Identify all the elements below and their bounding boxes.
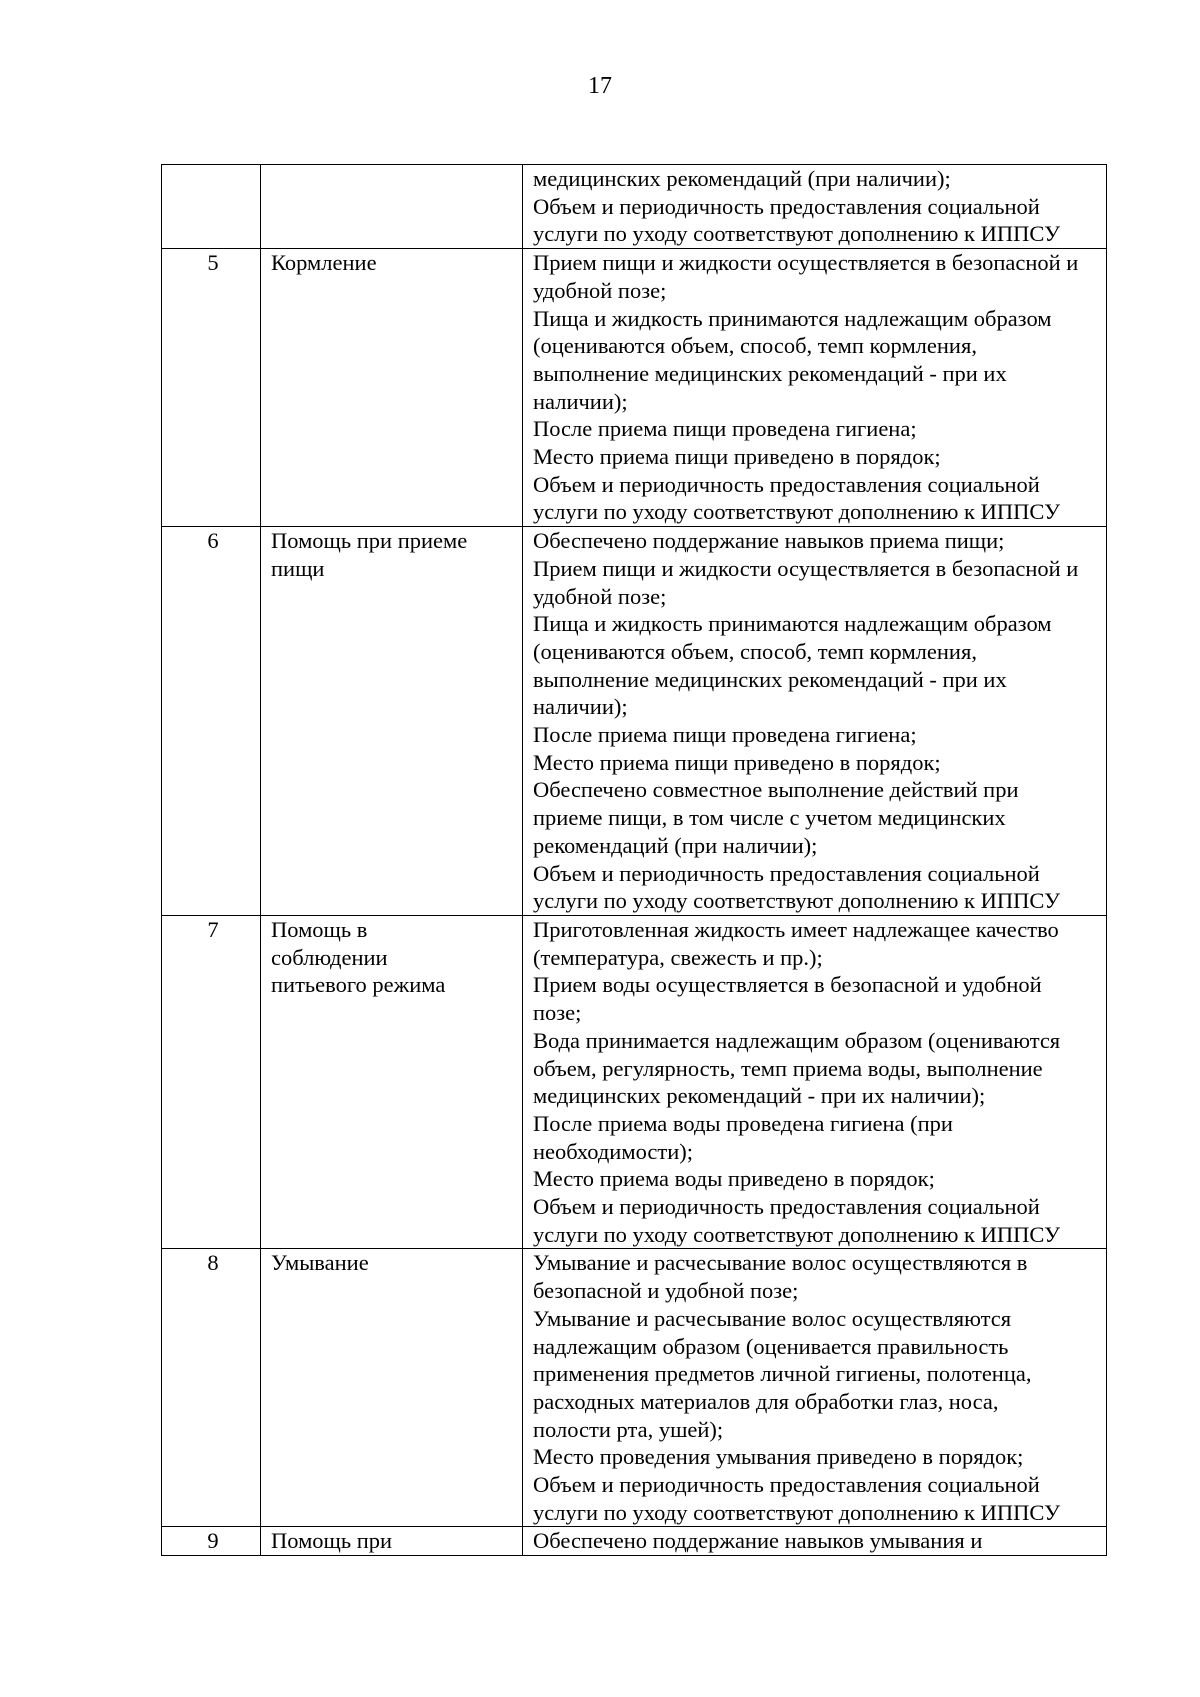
criteria-line: После приема воды проведена гигиена (при bbox=[533, 1110, 953, 1136]
row-number: 6 bbox=[207, 528, 219, 554]
row-number: 5 bbox=[207, 250, 219, 276]
criteria-line: выполнение медицинских рекомендаций - при их bbox=[533, 360, 1007, 386]
criteria-line: Обеспечено поддержание навыков умывания и bbox=[533, 1528, 983, 1554]
service-name-cell bbox=[261, 915, 523, 1248]
criteria-line: рекомендаций (при наличии); bbox=[533, 832, 818, 858]
services-table bbox=[161, 164, 1107, 1556]
criteria-line: применения предметов личной гигиены, полотенца, bbox=[533, 1361, 1032, 1387]
table-row bbox=[162, 165, 1107, 249]
table-row bbox=[162, 915, 1107, 1248]
criteria-line: Место проведения умывания приведено в порядок; bbox=[533, 1444, 1024, 1470]
service-name-line: питьевого режима bbox=[271, 972, 446, 998]
criteria-line: объем, регулярность, темп приема воды, выполнение bbox=[533, 1055, 1043, 1081]
criteria-line: Объем и периодичность предоставления социальной bbox=[533, 860, 1040, 886]
table-row bbox=[162, 1527, 1107, 1556]
criteria-line: Обеспечено поддержание навыков приема пищи; bbox=[533, 528, 1005, 554]
service-name-cell bbox=[261, 1249, 523, 1527]
criteria-line: расходных материалов для обработки глаз, носа, bbox=[533, 1388, 999, 1414]
criteria-line: удобной позе; bbox=[533, 583, 667, 609]
row-number: 9 bbox=[207, 1528, 219, 1554]
criteria-cell bbox=[523, 165, 1107, 249]
table-row bbox=[162, 527, 1107, 916]
criteria-line: необходимости); bbox=[533, 1138, 694, 1164]
service-name-line: Кормление bbox=[271, 250, 377, 276]
row-number-cell bbox=[162, 249, 261, 527]
criteria-line: Пища и жидкость принимаются надлежащим образом bbox=[533, 305, 1052, 331]
criteria-line: Объем и периодичность предоставления социальной bbox=[533, 471, 1040, 497]
criteria-line: Прием воды осуществляется в безопасной и удобной bbox=[533, 972, 1042, 998]
criteria-line: Обеспечено совместное выполнение действий при bbox=[533, 777, 1019, 803]
criteria-line: Приготовленная жидкость имеет надлежащее качество bbox=[533, 916, 1059, 942]
criteria-line: удобной позе; bbox=[533, 277, 667, 303]
criteria-line: позе; bbox=[533, 1000, 582, 1026]
criteria-line: (оцениваются объем, способ, темп кормления, bbox=[533, 333, 977, 359]
criteria-line: Объем и периодичность предоставления социальной bbox=[533, 1472, 1040, 1498]
criteria-line: Пища и жидкость принимаются надлежащим образом bbox=[533, 611, 1052, 637]
service-name-line: Умывание bbox=[271, 1250, 369, 1276]
service-name-cell bbox=[261, 165, 523, 249]
row-number-cell bbox=[162, 165, 261, 249]
criteria-cell bbox=[523, 249, 1107, 527]
criteria-cell bbox=[523, 1249, 1107, 1527]
criteria-line: Вода принимается надлежащим образом (оцениваются bbox=[533, 1027, 1061, 1053]
criteria-cell bbox=[523, 1527, 1107, 1556]
criteria-line: выполнение медицинских рекомендаций - при их bbox=[533, 666, 1007, 692]
criteria-line: приеме пищи, в том числе с учетом медицинских bbox=[533, 805, 1006, 831]
criteria-line: (оцениваются объем, способ, темп кормления, bbox=[533, 638, 977, 664]
criteria-line: полости рта, ушей); bbox=[533, 1416, 724, 1442]
service-name-line: соблюдении bbox=[271, 944, 388, 970]
criteria-line: медицинских рекомендаций (при наличии); bbox=[533, 166, 951, 191]
criteria-line: услуги по уходу соответствуют дополнению к ИППСУ bbox=[533, 1221, 1061, 1247]
service-name-cell bbox=[261, 527, 523, 916]
criteria-line: услуги по уходу соответствуют дополнению к ИППСУ bbox=[533, 499, 1061, 525]
criteria-line: наличии); bbox=[533, 694, 628, 720]
criteria-line: Место приема воды приведено в порядок; bbox=[533, 1166, 935, 1192]
criteria-line: Объем и периодичность предоставления социальной bbox=[533, 1194, 1040, 1220]
row-number: 7 bbox=[207, 916, 219, 942]
criteria-line: Объем и периодичность предоставления социальной bbox=[533, 193, 1040, 219]
row-number: 8 bbox=[207, 1250, 219, 1276]
criteria-line: услуги по уходу соответствуют дополнению к ИППСУ bbox=[533, 221, 1061, 247]
criteria-line: Место приема пищи приведено в порядок; bbox=[533, 444, 941, 470]
criteria-line: наличии); bbox=[533, 388, 628, 414]
criteria-line: Место приема пищи приведено в порядок; bbox=[533, 749, 941, 775]
row-number-cell bbox=[162, 1527, 261, 1556]
criteria-line: После приема пищи проведена гигиена; bbox=[533, 722, 917, 748]
criteria-line: (температура, свежесть и пр.); bbox=[533, 944, 823, 970]
service-name-cell bbox=[261, 1527, 523, 1556]
criteria-cell bbox=[523, 527, 1107, 916]
table-body bbox=[162, 165, 1107, 1556]
criteria-line: Прием пищи и жидкости осуществляется в безопасной и bbox=[533, 555, 1079, 581]
table-row bbox=[162, 1249, 1107, 1527]
row-number-cell bbox=[162, 527, 261, 916]
service-name-line: Помощь при bbox=[271, 1528, 393, 1554]
service-name-line: Помощь в bbox=[271, 916, 368, 942]
table-row bbox=[162, 249, 1107, 527]
criteria-line: Умывание и расчесывание волос осуществляются в bbox=[533, 1250, 1028, 1276]
service-name-line: Помощь при приеме bbox=[271, 528, 468, 554]
criteria-line: Прием пищи и жидкости осуществляется в безопасной и bbox=[533, 250, 1079, 276]
row-number-cell bbox=[162, 1249, 261, 1527]
criteria-cell bbox=[523, 915, 1107, 1248]
criteria-line: После приема пищи проведена гигиена; bbox=[533, 416, 917, 442]
criteria-line: медицинских рекомендаций - при их наличии); bbox=[533, 1083, 986, 1109]
service-name-line: пищи bbox=[271, 555, 325, 581]
row-number-cell bbox=[162, 915, 261, 1248]
page-number: 17 bbox=[588, 73, 612, 99]
criteria-line: Умывание и расчесывание волос осуществляются bbox=[533, 1305, 1012, 1331]
criteria-line: услуги по уходу соответствуют дополнению к ИППСУ bbox=[533, 1499, 1061, 1525]
criteria-line: услуги по уходу соответствуют дополнению к ИППСУ bbox=[533, 888, 1061, 914]
criteria-line: надлежащим образом (оценивается правильность bbox=[533, 1333, 1009, 1359]
service-name-cell bbox=[261, 249, 523, 527]
criteria-line: безопасной и удобной позе; bbox=[533, 1278, 799, 1304]
